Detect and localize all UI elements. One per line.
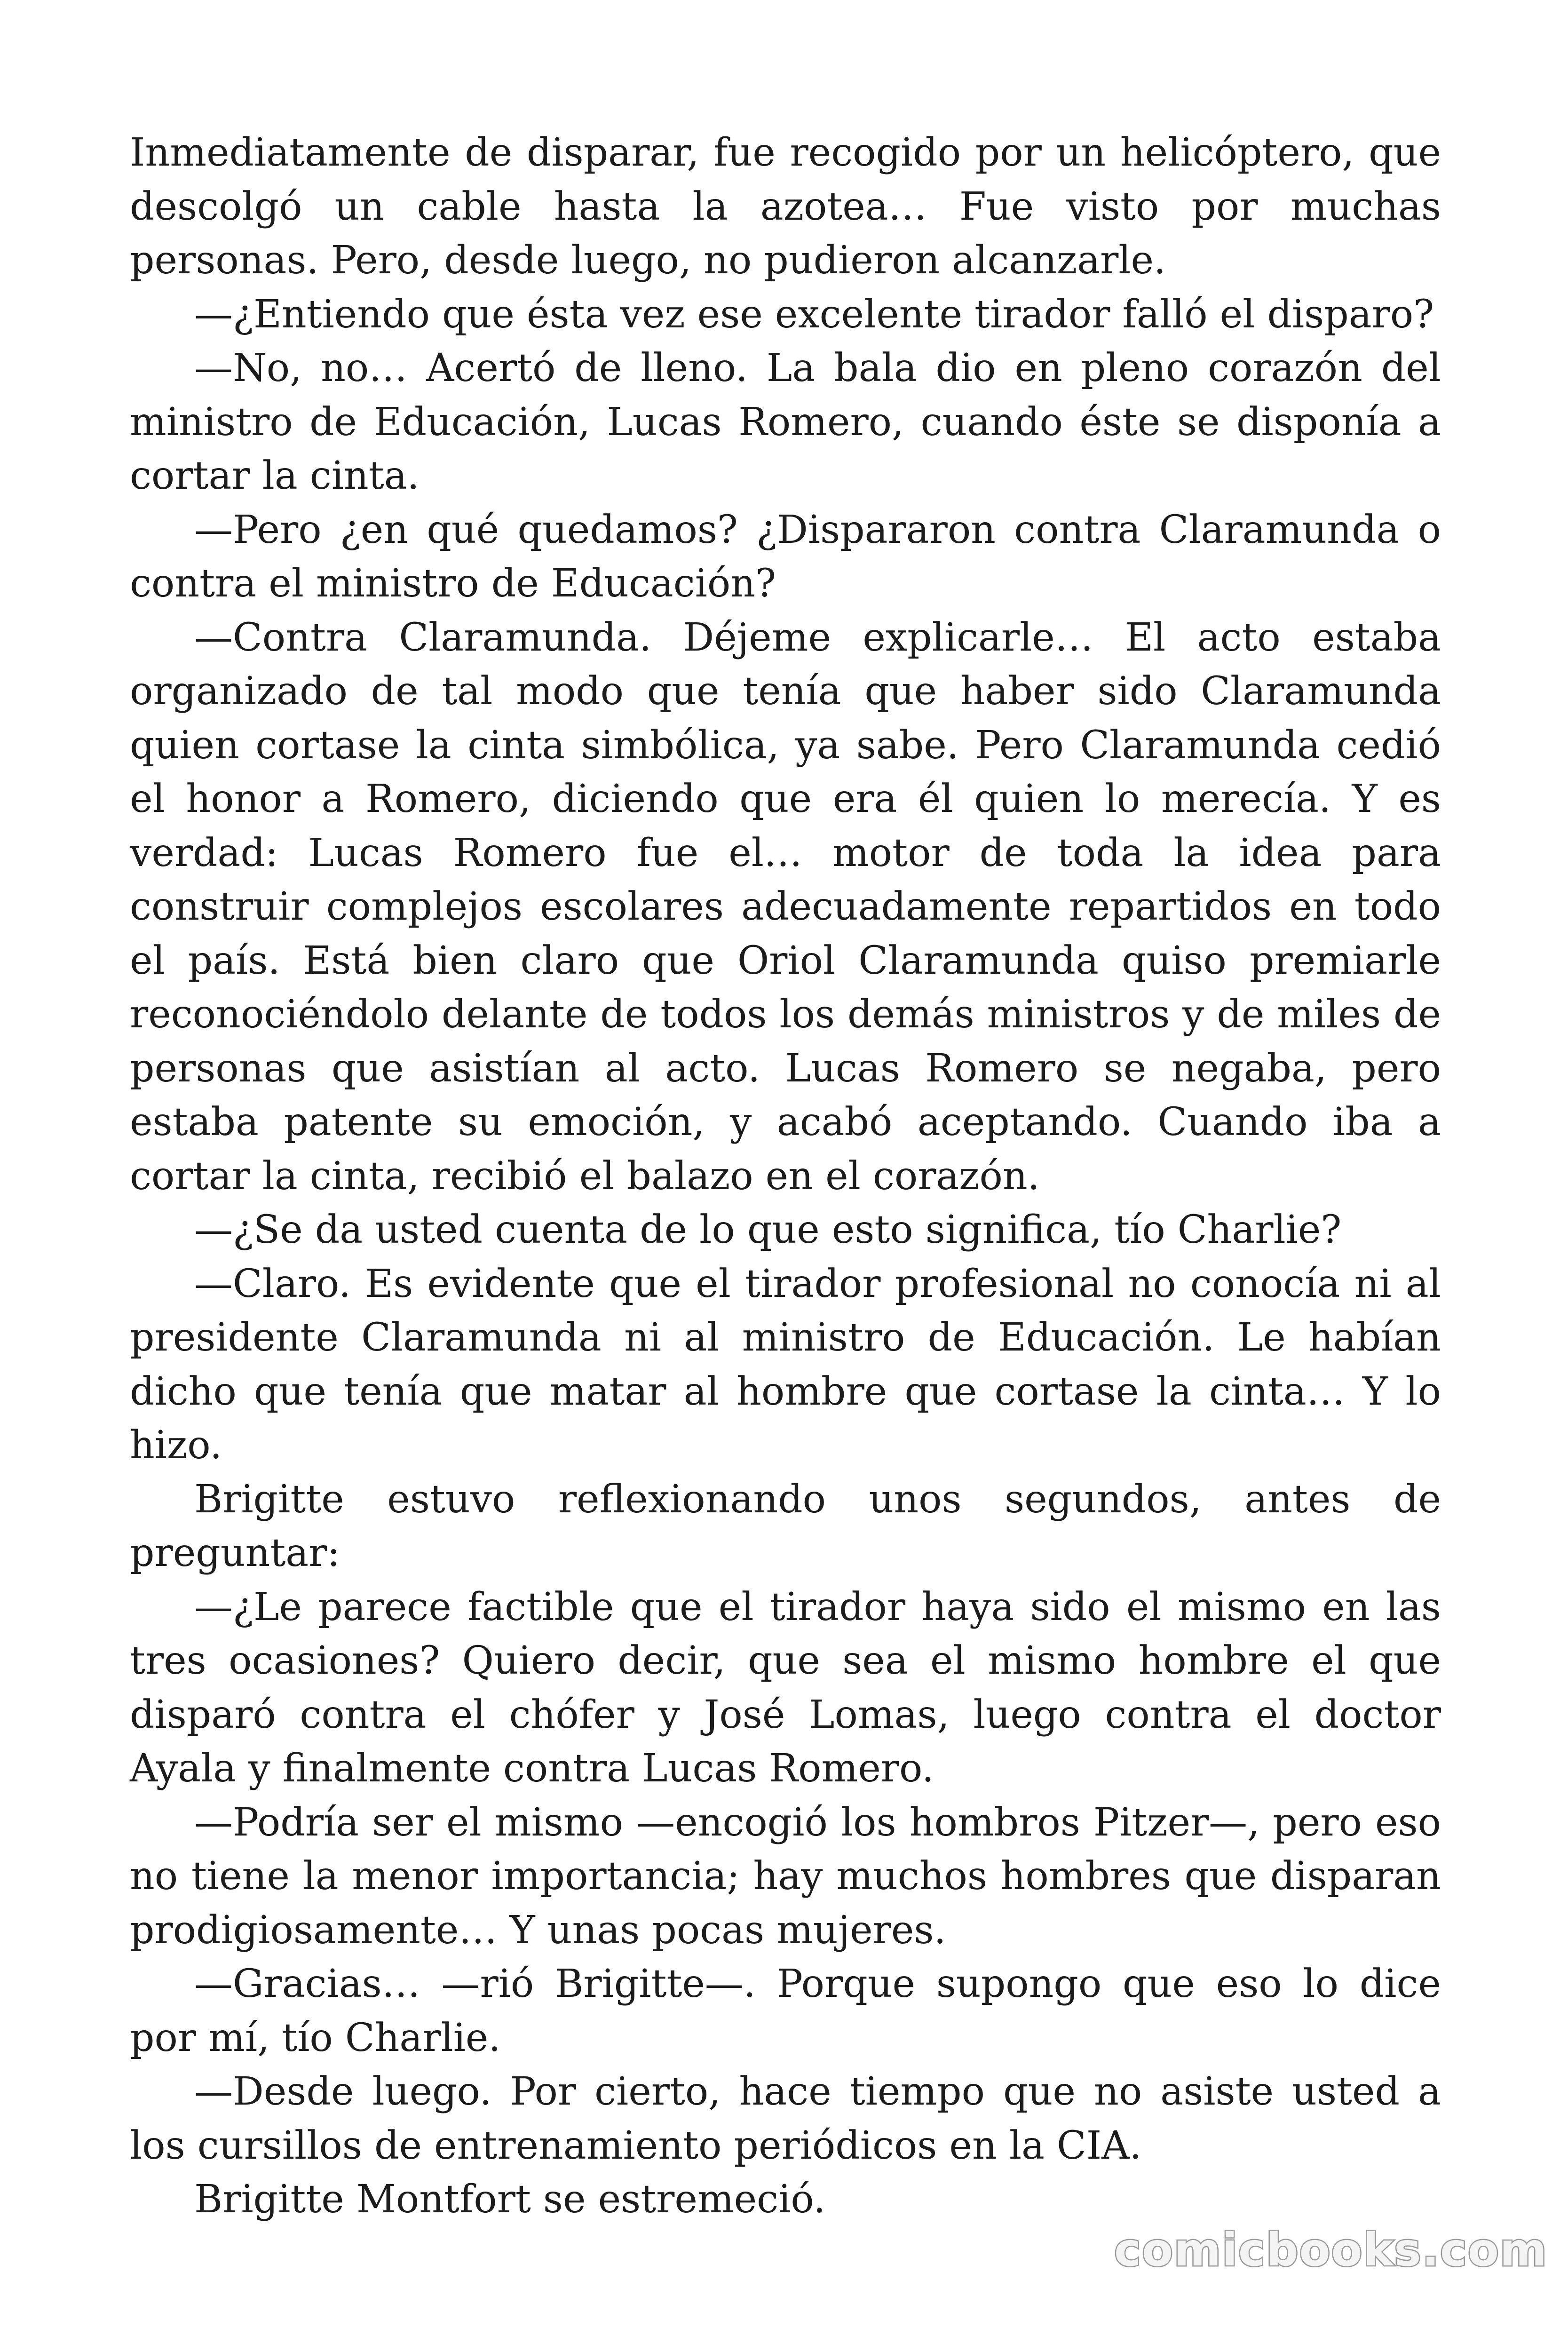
paragraph: Inmediatamente de disparar, fue recogido por un helicóptero, que descolgó un cable hasta la azotea… Fue visto por muchas personas. Pero, desde luego, no pudieron alcanzarle. — [130, 130, 1441, 283]
paragraph: —¿Le parece factible que el tirador haya sido el mismo en las tres ocasiones? Quiero decir, que sea el mismo hombre el que disparó contra el chófer y José Lomas, luego contra el doctor Ayala y finalmente contra Lucas Romero. — [130, 1584, 1441, 1791]
paragraph: —¿Se da usted cuenta de lo que esto significa, tío Charlie? — [194, 1208, 1342, 1252]
paragraph: —Podría ser el mismo —encogió los hombros Pitzer—, pero eso no tiene la menor importancia; hay muchos hombres que disparan prodigiosamente… Y unas pocas mujeres. — [130, 1800, 1441, 1953]
paragraph: Brigitte Montfort se estremeció. — [194, 2177, 826, 2222]
paragraph: —Pero ¿en qué quedamos? ¿Dispararon contra Claramunda o contra el ministro de Educación? — [130, 507, 1441, 606]
watermark-text: comicbooks.com — [1114, 2224, 1548, 2276]
paragraph: —Claro. Es evidente que el tirador profesional no conocía ni al presidente Claramunda ni al ministro de Educación. Le habían dicho que tenía que matar al hombre que cortase la cinta… Y lo hizo. — [130, 1261, 1441, 1468]
watermark-logo — [1114, 2218, 1548, 2284]
paragraph: —¿Entiendo que ésta vez ese excelente tirador falló el disparo? — [194, 292, 1434, 337]
paragraph: —No, no… Acertó de lleno. La bala dio en pleno corazón del ministro de Educación, Lucas Romero, cuando éste se disponía a cortar la cinta. — [130, 346, 1441, 498]
paragraph: Brigitte estuvo reflexionando unos segundos, antes de preguntar: — [130, 1477, 1441, 1575]
paragraph: —Contra Claramunda. Déjeme explicarle… El acto estaba organizado de tal modo que tenía que haber sido Claramunda quien cortase la cinta simbólica, ya sabe. Pero Claramunda cedió el honor a Romero, diciendo que era él quien lo merecía. Y es verdad: Lucas Romero fue el… motor de toda la idea para construir complejos escolares adecuadamente repartidos en todo el país. Está bien claro que Oriol Claramunda quiso premiarle reconociéndolo delante de todos los demás ministros y de miles de personas que asistían al acto. Lucas Romero se negaba, pero estaba patente su emoción, y acabó aceptando. Cuando iba a cortar la cinta, recibió el balazo en el corazón. — [130, 615, 1441, 1199]
paragraph: —Gracias… —rió Brigitte—. Porque supongo que eso lo dice por mí, tío Charlie. — [130, 1962, 1441, 2060]
paragraph: —Desde luego. Por cierto, hace tiempo que no asiste usted a los cursillos de entrenamiento periódicos en la CIA. — [130, 2069, 1441, 2168]
book-page-body — [130, 126, 1441, 2227]
